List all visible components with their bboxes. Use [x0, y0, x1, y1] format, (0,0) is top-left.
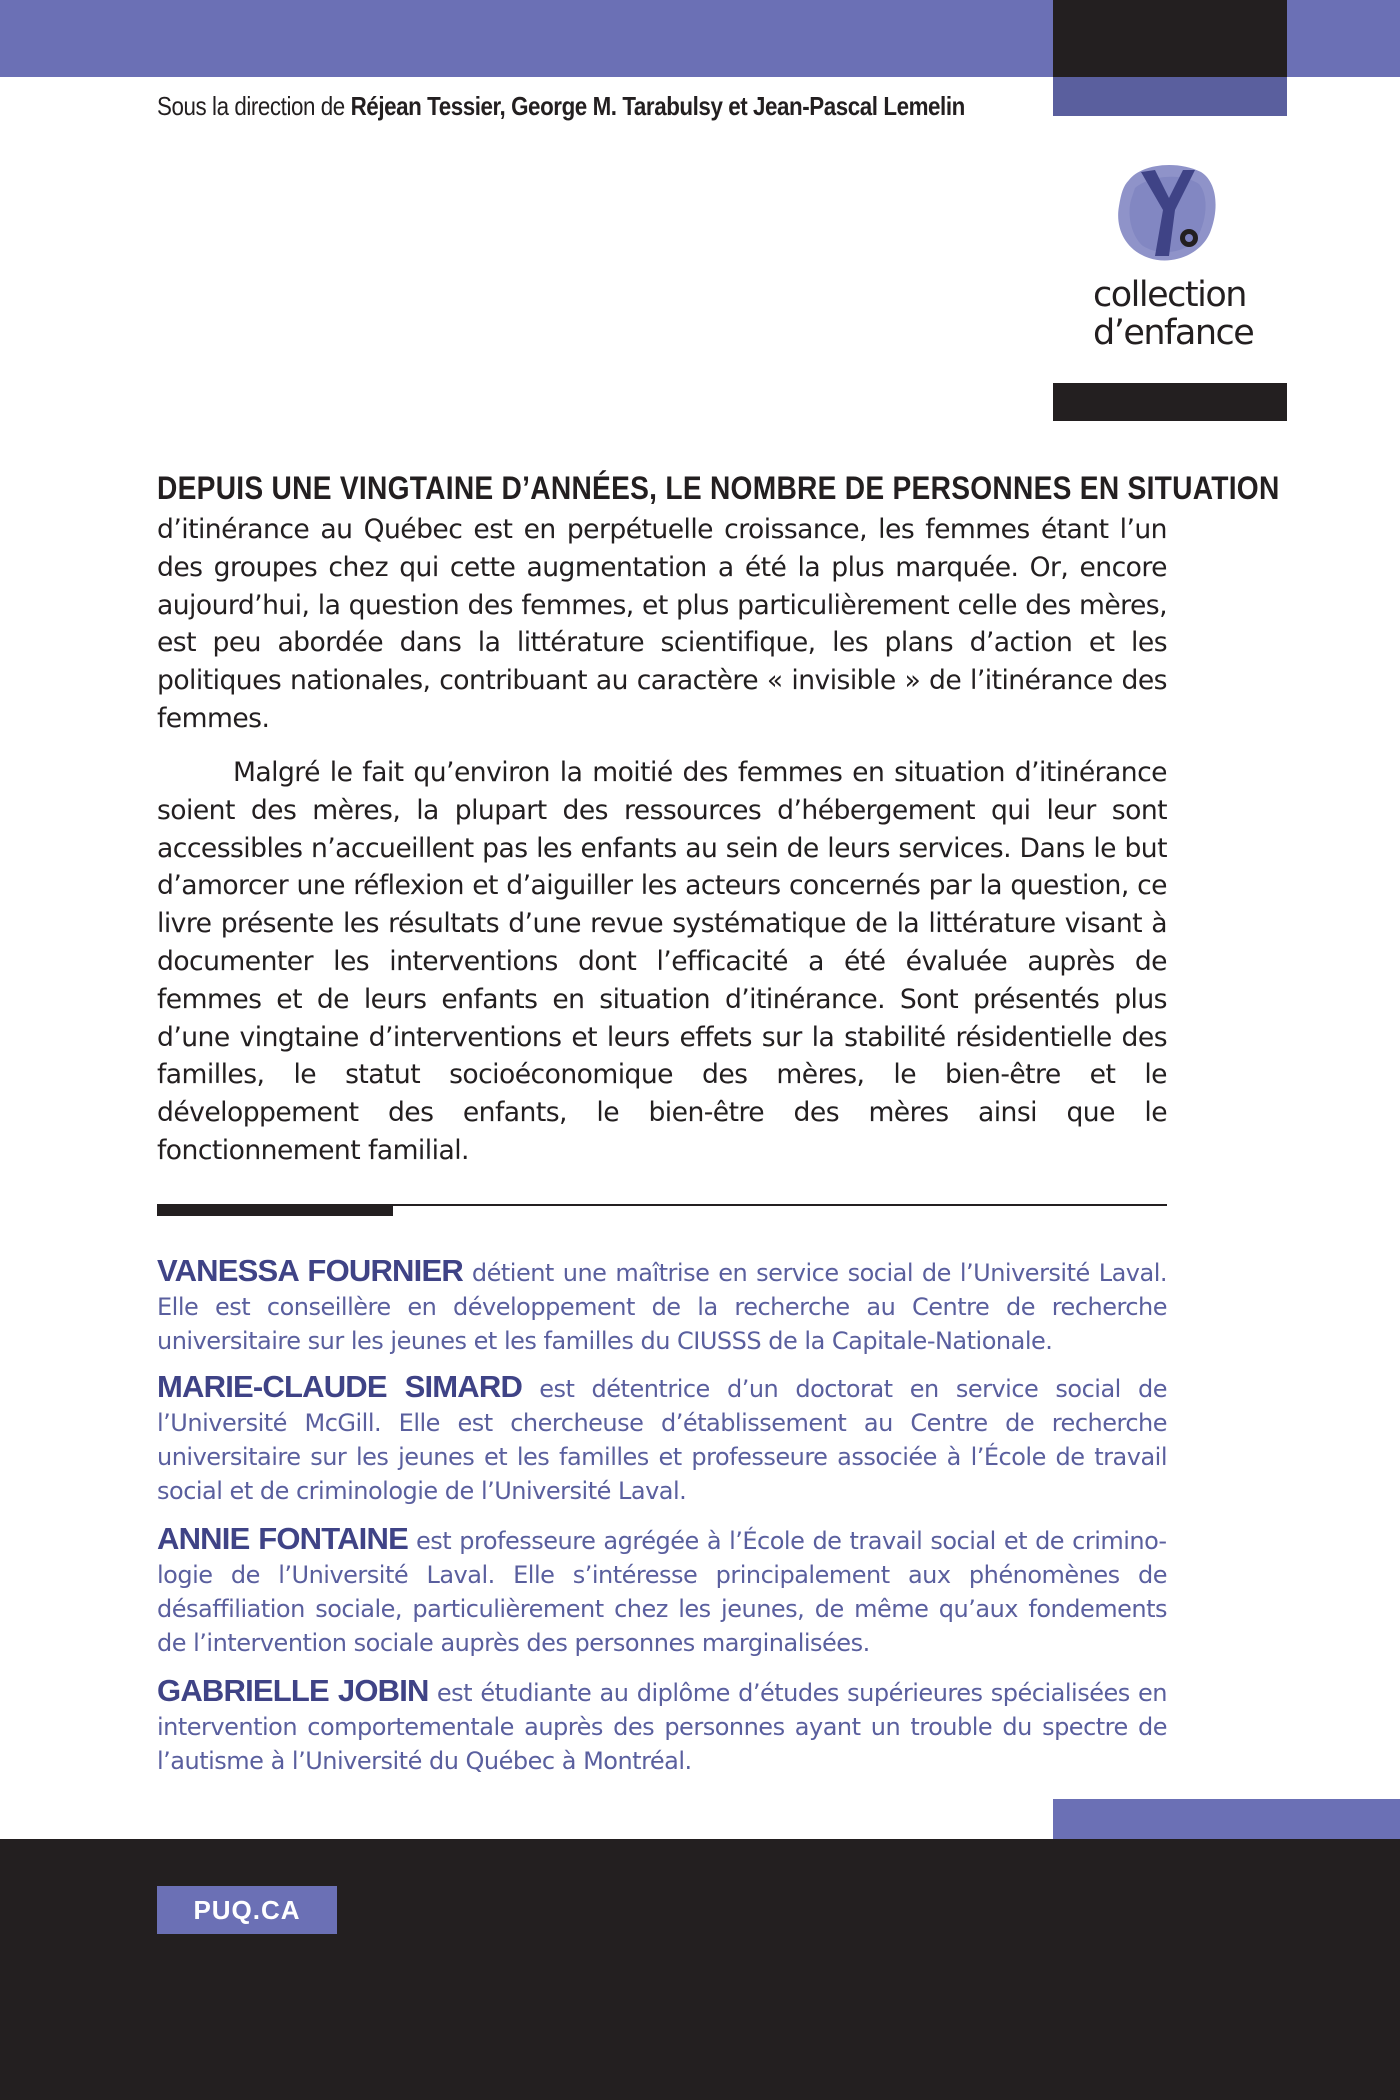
section-divider-accent — [157, 1204, 393, 1216]
editors-line — [157, 86, 965, 126]
collection-logo — [1085, 158, 1265, 368]
author-bio — [157, 1254, 1167, 1358]
editors-prefix: Sous la direction de — [157, 91, 345, 121]
author-name: GABRIELLE JOBIN — [157, 1673, 429, 1708]
description-paragraph-2: Malgré le fait qu’environ la moitié des femmes en situation d’itinérance soient des mères, la plupart des ressources d’hébergement qui leur sont accessibles n’accueillent pas les enfants au sein de leurs services. Dans le but d’amorcer une réflexion et d’aiguiller les acteurs concernés par la question, ce livre présente les résultats d’une revue systématique de la littérature visant à documenter les interventions dont l’efficacité a été évaluée auprès de femmes et de leurs enfants en situation d’itinérance. Sont présentés plus d’une vingtaine d’interventions et leurs effets sur la stabilité résidentielle des familles, le statut socioéconomique des mères, le bien-être et le développement des enfants, le bien-être des mères ainsi que le fonctionnement familial. — [157, 757, 1167, 1166]
publisher-website-badge[interactable]: PUQ.CA — [157, 1886, 337, 1934]
description-heading: DEPUIS UNE VINGTAINE D’ANNÉES, LE NOMBRE DE PERSONNES EN SITUATION — [157, 470, 1280, 506]
collection-name — [1093, 276, 1268, 352]
collection-name-line2: d’enfance — [1093, 313, 1254, 353]
author-name: VANESSA FOURNIER — [157, 1253, 463, 1288]
author-bio-text: est étudiante au diplôme d’études supérieures spécialisées en intervention comportementale auprès des personnes ayant un trouble du spectre de l’autisme à l’Université du Québec à Montréal. — [157, 1679, 1167, 1775]
author-bio — [157, 1674, 1167, 1778]
author-bio — [157, 1522, 1167, 1660]
author-name: MARIE-CLAUDE SIMARD — [157, 1369, 523, 1404]
description-paragraph-1: d’itinérance au Québec est en perpétuelle croissance, les femmes étant l’un des groupes chez qui cette augmentation a été la plus marquée. Or, encore aujourd’hui, la question des femmes, et plus particulièrement celle des mères, est peu abordée dans la littérature scientifique, les plans d’action et les politiques nationales, contribuant au caractère « invisible » de l’itinérance des femmes. — [157, 514, 1167, 734]
top-tab-stripe — [1053, 77, 1287, 116]
bottom-color-tab — [1053, 1799, 1400, 1839]
author-name: ANNIE FONTAINE — [157, 1521, 408, 1556]
collection-logo-icon — [1111, 158, 1221, 268]
author-bio — [157, 1370, 1167, 1508]
top-dark-tab — [1053, 0, 1287, 116]
author-bio-text: détient une maîtrise en service social de l’Université Laval. Elle est conseillère en développement de la recherche au Centre de recherche universitaire sur les jeunes et les familles du CIUSSS de la Capitale-Nationale. — [157, 1259, 1167, 1355]
collection-name-line1: collection — [1093, 275, 1246, 315]
editors-names: Réjean Tessier, George M. Tarabulsy et Jean-Pascal Lemelin — [350, 91, 965, 121]
author-bio-text: est professeure agrégée à l’École de travail social et de criminologie de l’Université Laval. Elle s’intéresse principalement aux phénomènes de désaffiliation sociale, particulièrement chez les jeunes, de même qu’aux fondements de l’intervention sociale auprès des personnes marginalisées. — [157, 1527, 1167, 1657]
bottom-dark-band — [0, 1839, 1400, 2100]
author-bio-text: est détentrice d’un doctorat en service social de l’Université McGill. Elle est chercheuse d’établissement au Centre de recherche universitaire sur les jeunes et les familles et professeure associée à l’École de travail social et de criminologie de l’Université Laval. — [157, 1375, 1167, 1505]
logo-bar — [1053, 383, 1287, 421]
